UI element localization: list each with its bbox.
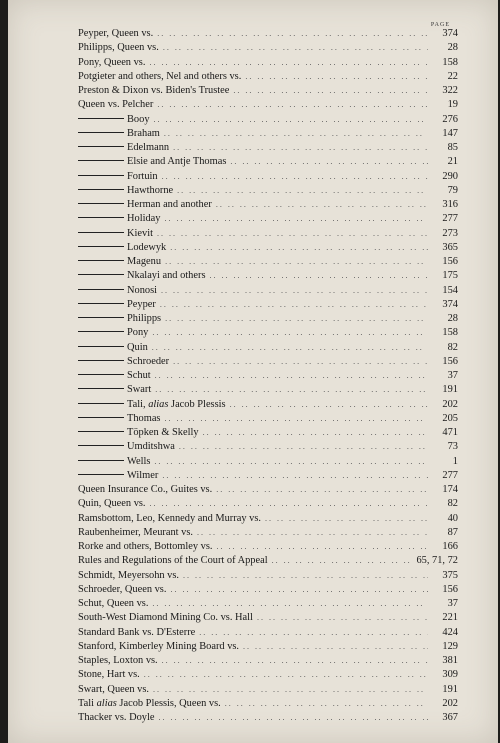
dot-leader — [173, 141, 428, 155]
entry-name: Pony — [127, 327, 149, 339]
dot-leader — [209, 269, 428, 283]
entry-page-number: 424 — [442, 626, 458, 638]
dot-leader — [233, 84, 428, 98]
dot-leader — [170, 241, 428, 255]
index-entry — [78, 312, 458, 326]
dot-leader — [152, 326, 428, 340]
index-entry — [78, 654, 458, 668]
index-entry — [78, 170, 458, 184]
entry-name: Wilmer — [127, 469, 159, 481]
ditto-dash — [78, 189, 124, 190]
dot-leader — [158, 711, 428, 725]
entry-page-number: 1 — [452, 455, 458, 467]
index-entry — [78, 355, 458, 369]
entry-page-number: 147 — [442, 127, 458, 139]
ditto-dash — [78, 360, 124, 361]
dot-leader — [245, 70, 428, 84]
index-entry — [78, 483, 458, 497]
entry-page-number: 154 — [442, 284, 458, 296]
entry-page-number: 205 — [442, 412, 458, 424]
ditto-dash — [78, 431, 124, 432]
dot-leader — [157, 98, 428, 112]
entry-page-number: 156 — [442, 355, 458, 367]
index-entry — [78, 227, 458, 241]
index-entry — [78, 455, 458, 469]
entry-page-number: 191 — [442, 384, 458, 396]
entry-name: Rules and Regulations of the Court of Appeal — [78, 555, 268, 567]
entry-page-number: 40 — [447, 512, 458, 524]
entry-page-number: 374 — [442, 298, 458, 310]
entry-page-number: 374 — [442, 28, 458, 39]
entry-name: Elsie and Antje Thomas — [127, 156, 227, 168]
index-entry — [78, 84, 458, 98]
entry-name: Schut — [127, 370, 151, 381]
ditto-dash — [78, 217, 124, 218]
ditto-dash — [78, 175, 124, 176]
index-entry — [78, 56, 458, 70]
entry-page-number: 367 — [442, 712, 458, 723]
dot-leader — [162, 469, 428, 483]
ditto-dash — [78, 232, 124, 233]
entry-page-number: 221 — [442, 612, 458, 624]
dot-leader — [163, 41, 428, 55]
entry-name: Swart, Queen vs. — [78, 683, 149, 695]
index-entry — [78, 626, 458, 640]
index-entry — [78, 697, 458, 711]
entry-page-number: 277 — [442, 469, 458, 481]
ditto-dash — [78, 118, 124, 119]
entry-name: Herman and another — [127, 199, 212, 210]
index-entry — [78, 27, 458, 41]
entry-page-number: 202 — [442, 398, 458, 410]
dot-leader — [265, 512, 428, 526]
dot-leader — [257, 611, 428, 625]
entry-page-number: 381 — [442, 655, 458, 666]
entry-page-number: 309 — [442, 669, 458, 681]
dot-leader — [197, 526, 428, 540]
ditto-dash — [78, 388, 124, 389]
index-entry — [78, 184, 458, 198]
dot-leader — [144, 668, 428, 682]
dot-leader — [177, 184, 428, 198]
entry-page-number: 82 — [447, 341, 458, 353]
index-entry — [78, 212, 458, 226]
entry-name: Queen vs. Pelcher — [78, 99, 154, 111]
entry-name: Thacker vs. Doyle — [78, 712, 155, 723]
dot-leader — [150, 497, 428, 511]
dot-leader — [160, 298, 428, 312]
index-entry — [78, 469, 458, 483]
entry-name: Fortuin — [127, 170, 158, 182]
entry-name: Stone, Hart vs. — [78, 669, 140, 681]
entry-page-number: 65, 71, 72 — [416, 555, 458, 567]
dot-leader — [165, 255, 428, 269]
entry-page-number: 21 — [447, 156, 458, 168]
entry-page-number: 158 — [442, 327, 458, 339]
index-entry — [78, 369, 458, 383]
dot-leader — [162, 654, 428, 668]
entry-name: Hawthorne — [127, 184, 174, 196]
entry-name: Schut, Queen vs. — [78, 598, 149, 609]
entry-page-number: 82 — [447, 498, 458, 510]
entry-name: Schmidt, Meyersohn vs. — [78, 569, 180, 581]
entry-name: Schroeder — [127, 355, 170, 367]
entry-page-number: 19 — [447, 99, 458, 111]
entry-name: Swart — [127, 384, 152, 396]
entry-page-number: 322 — [442, 85, 458, 96]
dot-leader — [230, 155, 428, 169]
index-entry — [78, 113, 458, 127]
index-entry — [78, 640, 458, 654]
entry-name: Standard Bank vs. D'Esterre — [78, 626, 196, 638]
ditto-dash — [78, 474, 124, 475]
dot-leader — [161, 284, 428, 298]
entry-page-number: 174 — [442, 484, 458, 495]
entry-page-number: 202 — [442, 697, 458, 709]
ditto-dash — [78, 160, 124, 161]
entry-page-number: 156 — [442, 583, 458, 595]
dot-leader — [155, 383, 428, 397]
dot-leader — [216, 198, 428, 212]
index-entry — [78, 398, 458, 412]
entry-page-number: 277 — [442, 213, 458, 225]
dot-leader — [170, 583, 428, 597]
entry-name: Philipps — [127, 313, 162, 324]
entry-name: Queen Insurance Co., Guites vs. — [78, 484, 213, 495]
entry-name: Tali, alias Jacob Plessis — [127, 398, 226, 410]
ditto-dash — [78, 289, 124, 290]
dot-leader — [272, 554, 413, 568]
dot-leader — [243, 640, 428, 654]
index-entry — [78, 554, 458, 568]
dot-leader — [199, 626, 428, 640]
entry-name: Quin, Queen vs. — [78, 498, 146, 510]
dot-leader — [217, 540, 429, 554]
entry-name: Potgieter and others, Nel and others vs. — [78, 70, 242, 82]
entry-name: Pony, Queen vs. — [78, 56, 146, 68]
index-entry — [78, 98, 458, 112]
index-entry — [78, 412, 458, 426]
ditto-dash — [78, 403, 124, 404]
index-entry — [78, 155, 458, 169]
entry-name: Lodewyk — [127, 241, 167, 253]
dot-leader — [153, 683, 428, 697]
entry-name: Kievit — [127, 227, 153, 239]
dot-leader — [164, 127, 428, 141]
entry-name: Quin — [127, 341, 148, 353]
entry-page-number: 85 — [447, 142, 458, 153]
dot-leader — [154, 113, 428, 127]
index-entry — [78, 426, 458, 440]
entry-page-number: 191 — [442, 683, 458, 695]
entry-name: Töpken & Skelly — [127, 427, 199, 438]
ditto-dash — [78, 374, 124, 375]
dot-leader — [216, 483, 428, 497]
entry-name: Wells — [127, 455, 151, 467]
entry-name: Holiday — [127, 213, 161, 225]
dot-leader — [164, 412, 428, 426]
ditto-dash — [78, 203, 124, 204]
entry-page-number: 73 — [447, 441, 458, 453]
ditto-dash — [78, 331, 124, 332]
index-entry — [78, 269, 458, 283]
ditto-dash — [78, 246, 124, 247]
index-entries — [78, 27, 458, 725]
ditto-dash — [78, 317, 124, 318]
dot-leader — [179, 440, 428, 454]
entry-name: Staples, Loxton vs. — [78, 655, 158, 666]
entry-name: South-West Diamond Mining Co. vs. Hall — [78, 612, 253, 624]
entry-page-number: 28 — [447, 42, 458, 54]
index-entry — [78, 597, 458, 611]
dot-leader — [152, 597, 428, 611]
entry-page-number: 37 — [447, 598, 458, 609]
entry-page-number: 79 — [447, 184, 458, 196]
entry-name: Umditshwa — [127, 441, 175, 453]
index-entry — [78, 497, 458, 511]
index-entry — [78, 141, 458, 155]
entry-page-number: 375 — [442, 569, 458, 581]
entry-name: Thomas — [127, 412, 161, 424]
entry-name: Edelmann — [127, 142, 170, 153]
index-entry — [78, 569, 458, 583]
index-entry — [78, 341, 458, 355]
entry-name: Magenu — [127, 256, 162, 267]
ditto-dash — [78, 303, 124, 304]
dot-leader — [149, 56, 428, 70]
index-entry — [78, 70, 458, 84]
dot-leader — [225, 697, 428, 711]
entry-page-number: 22 — [447, 70, 458, 82]
entry-name: Philipps, Queen vs. — [78, 42, 159, 54]
index-entry — [78, 668, 458, 682]
entry-name: Nonosi — [127, 284, 158, 296]
dot-leader — [230, 398, 428, 412]
ditto-dash — [78, 346, 124, 347]
entry-page-number: 158 — [442, 56, 458, 68]
dot-leader — [165, 312, 428, 326]
index-entry — [78, 440, 458, 454]
ditto-dash — [78, 460, 124, 461]
entry-name: Ramsbottom, Leo, Kennedy and Murray vs. — [78, 512, 261, 524]
entry-name: Tali alias Jacob Plessis, Queen vs. — [78, 697, 221, 709]
entry-name: Peyper — [127, 298, 156, 310]
entry-name: Nkalayi and others — [127, 270, 206, 282]
index-entry — [78, 711, 458, 725]
dot-leader — [183, 569, 428, 583]
index-entry — [78, 41, 458, 55]
ditto-dash — [78, 260, 124, 261]
dot-leader — [162, 170, 428, 184]
ditto-dash — [78, 445, 124, 446]
entry-page-number: 276 — [442, 113, 458, 125]
dot-leader — [164, 212, 428, 226]
dot-leader — [155, 369, 428, 383]
book-page — [8, 0, 498, 743]
dot-leader — [173, 355, 428, 369]
index-entry — [78, 683, 458, 697]
index-entry — [78, 512, 458, 526]
dot-leader — [152, 341, 428, 355]
index-entry — [78, 284, 458, 298]
page-column-header: PAGE — [430, 22, 450, 28]
dot-leader — [203, 426, 428, 440]
index-entry — [78, 255, 458, 269]
dot-leader — [154, 455, 428, 469]
entry-page-number: 37 — [447, 370, 458, 381]
ditto-dash — [78, 417, 124, 418]
index-entry — [78, 540, 458, 554]
dot-leader — [157, 227, 428, 241]
index-entry — [78, 583, 458, 597]
entry-page-number: 273 — [442, 227, 458, 239]
entry-page-number: 290 — [442, 170, 458, 182]
entry-page-number: 129 — [442, 640, 458, 652]
entry-name: Raubenheimer, Meurant vs. — [78, 526, 194, 538]
index-entry — [78, 611, 458, 625]
entry-name: Stanford, Kimberley Mining Board vs. — [78, 640, 240, 652]
index-entry — [78, 198, 458, 212]
entry-name: Rorke and others, Bottomley vs. — [78, 541, 213, 552]
index-entry — [78, 298, 458, 312]
entry-page-number: 365 — [442, 241, 458, 253]
entry-page-number: 471 — [442, 427, 458, 438]
entry-name: Booy — [127, 113, 150, 125]
index-entry — [78, 127, 458, 141]
ditto-dash — [78, 132, 124, 133]
dot-leader — [157, 27, 428, 41]
entry-page-number: 87 — [447, 526, 458, 538]
entry-name: Peyper, Queen vs. — [78, 28, 154, 39]
ditto-dash — [78, 146, 124, 147]
index-entry — [78, 326, 458, 340]
ditto-dash — [78, 274, 124, 275]
index-entry — [78, 526, 458, 540]
entry-name: Schroeder, Queen vs. — [78, 583, 167, 595]
entry-name: Preston & Dixon vs. Biden's Trustee — [78, 85, 230, 96]
entry-page-number: 316 — [442, 199, 458, 210]
index-entry — [78, 241, 458, 255]
entry-page-number: 166 — [442, 541, 458, 552]
entry-page-number: 175 — [442, 270, 458, 282]
entry-name: Braham — [127, 127, 160, 139]
entry-page-number: 156 — [442, 256, 458, 267]
entry-page-number: 28 — [447, 313, 458, 324]
index-entry — [78, 383, 458, 397]
